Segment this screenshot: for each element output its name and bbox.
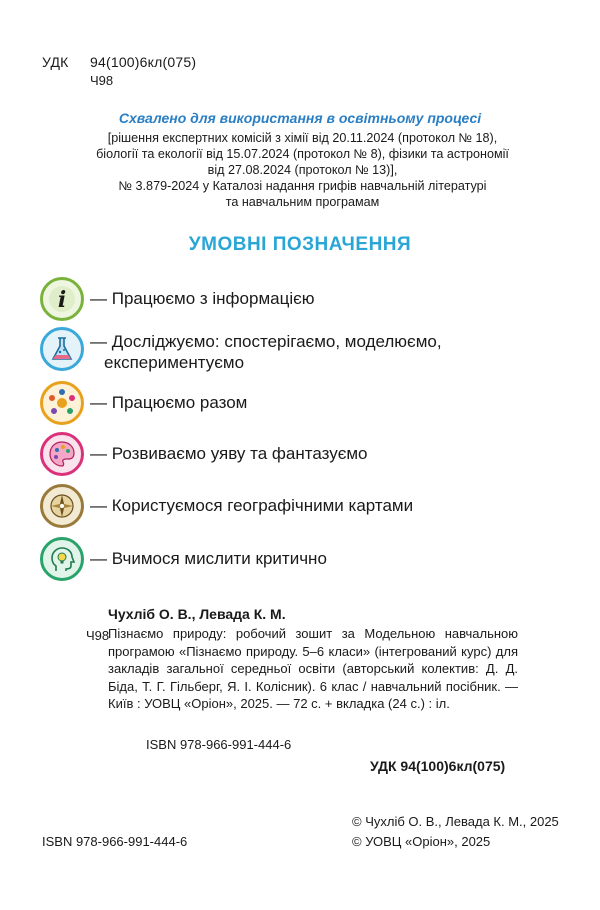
book-description: Пізнаємо природу: робочий зошит за Модельною навчальною програмою «Пізнаємо природу. 5–6 класи» (інтегрований курс) для закладів загальної середньої освіти (авторський колектив: Д. Д. Біда, Т. Г. Гільберг, Я. І. Колісник). 6 клас / навчальний посібник. — Київ : УОВЦ «Оріон», 2025. — 72 с. + вкладка (24 с.) : іл. <box>108 626 518 711</box>
approval-line: біології та екології від 15.07.2024 (протокол № 8), фізики та астрономії <box>96 147 509 161</box>
legend-text: — Досліджуємо: спостерігаємо, моделюємо, <box>90 332 442 351</box>
approval-line: від 27.08.2024 (протокол № 13)], <box>207 163 398 177</box>
copyright-authors: © Чухліб О. В., Левада К. М., 2025 <box>352 814 559 829</box>
approval-line: та навчальним програмам <box>225 195 380 209</box>
udk-bottom: УДК 94(100)6кл(075) <box>370 758 506 774</box>
palette-icon <box>40 432 84 476</box>
legend-text: — Користуємося географічними картами <box>90 496 414 515</box>
team-icon <box>40 381 84 425</box>
legend-text: — Працюємо разом <box>90 393 248 412</box>
udk-label: УДК <box>42 54 69 70</box>
udk-code: 94(100)6кл(075) <box>90 54 197 70</box>
head-bulb-icon <box>40 537 84 581</box>
legend-text: — Працюємо з інформацією <box>90 289 315 308</box>
legend-text: — Вчимося мислити критично <box>90 549 327 568</box>
isbn: ISBN 978-966-991-444-6 <box>146 737 292 752</box>
copyright-publisher: © УОВЦ «Оріон», 2025 <box>352 834 491 849</box>
compass-icon <box>40 484 84 528</box>
authors: Чухліб О. В., Левада К. М. <box>108 606 286 622</box>
info-icon <box>40 277 84 321</box>
legend-text: — Розвиваємо уяву та фантазуємо <box>90 444 368 463</box>
legend-title: УМОВНІ ПОЗНАЧЕННЯ <box>188 234 412 255</box>
legend-text-continued: експериментуємо <box>104 353 245 372</box>
approval-line: [рішення експертних комісій з хімії від 20.11.2024 (протокол № 18), <box>107 131 498 145</box>
svg-text:i: i <box>57 287 67 313</box>
approval-title: Схвалено для використання в освітньому процесі <box>118 110 482 126</box>
isbn-footer: ISBN 978-966-991-444-6 <box>42 834 188 849</box>
catalog-code: Ч98 <box>86 628 110 643</box>
catalog-code: Ч98 <box>90 73 114 88</box>
approval-line: № 3.879-2024 у Каталозі надання грифів навчальній літературі <box>118 179 487 193</box>
flask-icon <box>40 327 84 371</box>
udk-header <box>42 54 196 70</box>
approval-body <box>85 130 520 210</box>
